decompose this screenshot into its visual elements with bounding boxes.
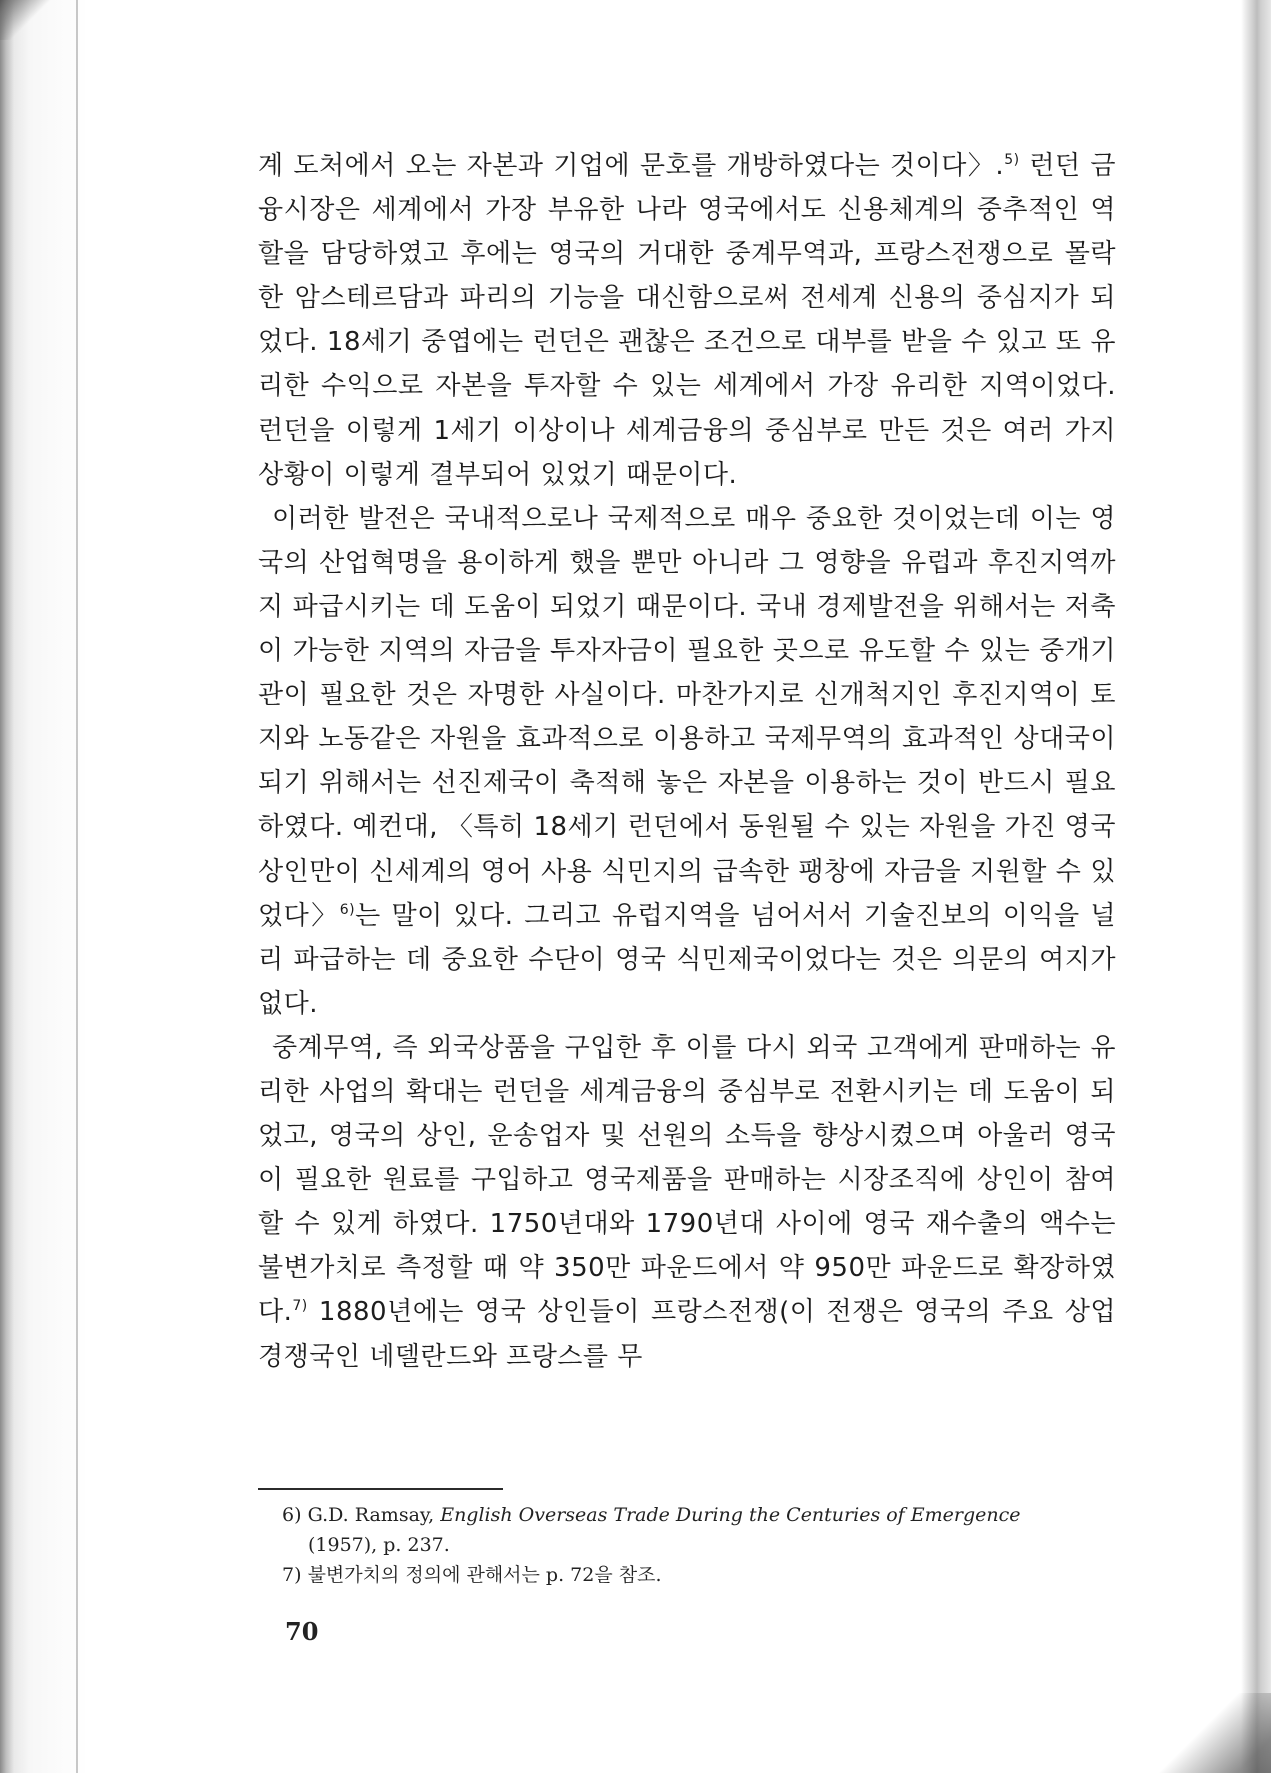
footnote-6 xyxy=(282,1500,1118,1530)
paragraph-2-text-a: 이러한 발전은 국내적으로나 국제적으로 매우 중요한 것이었는데 이는 영국의 산업혁명을 용이하게 했을 뿐만 아니라 그 영향을 유럽과 후진지역까지 파급시키는 데 도움이 되었기 때문이다. 국내 경제발전을 위해서는 저축이 가능한 지역의 자금을 투자자금이 필요한 곳으로 유도할 수 있는 중개기관이 필요한 것은 자명한 사실이다. 마찬가지로 신개척지인 후진지역이 토지와 노동같은 자원을 효과적으로 이용하고 국제무역의 효과적인 상대국이 되기 위해서는 선진제국이 축적해 놓은 자본을 이용하는 것이 반드시 필요하였다. 예컨대, 〈특히 18세기 런던에서 동원될 수 있는 자원을 가진 영국 상인만이 신세계의 영어 사용 식민지의 급속한 팽창에 자금을 지원할 수 있었다〉 xyxy=(258,503,1116,931)
page-binding-line xyxy=(76,0,78,1773)
footnote-6-number: 6) xyxy=(282,1504,302,1526)
footnote-7-number: 7) xyxy=(282,1564,302,1586)
paragraph-2-text-b: 는 말이 있다. 그리고 유럽지역을 넘어서서 기술진보의 이익을 널리 파급하는 데 중요한 수단이 영국 식민제국이었다는 것은 의문의 여지가 없다. xyxy=(258,900,1116,1019)
page-right-shadow xyxy=(1241,0,1271,1773)
page-left-shadow xyxy=(0,0,88,1773)
footnote-6-continuation: (1957), p. 237. xyxy=(308,1534,450,1556)
paragraph-1-text-a: 계 도처에서 오는 자본과 기업에 문호를 개방하였다는 것이다〉. xyxy=(258,151,1005,181)
footnote-7-text: 불변가치의 정의에 관해서는 p. 72을 참조. xyxy=(307,1564,662,1586)
paragraph-3-text-b: 1880년에는 영국 상인들이 프랑스전쟁(이 전쟁은 영국의 주요 상업경쟁국인 네델란드와 프랑스를 무 xyxy=(258,1297,1117,1372)
footnote-6-author: G.D. Ramsay, xyxy=(307,1504,435,1526)
paragraph-1-text-b: 런던 금융시장은 세계에서 가장 부유한 나라 영국에서도 신용체계의 중추적인 역할을 담당하였고 후에는 영국의 거대한 중계무역과, 프랑스전쟁으로 몰락한 암스테르담과 파리의 기능을 대신함으로써 전세계 신용의 중심지가 되었다. 18세기 중엽에는 런던은 괜찮은 조건으로 대부를 받을 수 있고 또 유리한 수익으로 자본을 투자할 수 있는 세계에서 가장 유리한 지역이었다. 런던을 이렇게 1세기 이상이나 세계금융의 중심부로 만든 것은 여러 가지 상황이 이렇게 결부되어 있었기 때문이다. xyxy=(258,151,1116,490)
footnote-7 xyxy=(282,1560,1118,1590)
footnotes xyxy=(282,1500,1118,1590)
page-body xyxy=(258,144,1116,1379)
footnote-ref-6: 6) xyxy=(339,901,356,918)
paragraph-3 xyxy=(258,1026,1116,1379)
main-text xyxy=(258,144,1116,1379)
page-number: 70 xyxy=(285,1617,319,1646)
paragraph-1 xyxy=(258,144,1116,497)
paragraph-3-text-a: 중계무역, 즉 외국상품을 구입한 후 이를 다시 외국 고객에게 판매하는 유리한 사업의 확대는 런던을 세계금융의 중심부로 전환시키는 데 도움이 되었고, 영국의 상인, 운송업자 및 선원의 소득을 향상시켰으며 아울러 영국이 필요한 원료를 구입하고 영국제품을 판매하는 시장조직에 상인이 참여할 수 있게 하였다. 1750년대와 1790년대 사이에 영국 재수출의 액수는 불변가치로 측정할 때 약 350만 파운드에서 약 950만 파운드로 확장하였다. xyxy=(258,1032,1116,1328)
paragraph-2 xyxy=(258,497,1116,1026)
page-top-fold xyxy=(0,0,120,40)
footnote-ref-5: 5) xyxy=(1004,152,1020,168)
footnote-6-title: English Overseas Trade During the Centuries of Emergence xyxy=(440,1504,1021,1526)
page-corner-shadow xyxy=(1051,1693,1271,1773)
footnote-ref-7: 7) xyxy=(292,1298,308,1315)
footnote-divider xyxy=(258,1488,503,1490)
